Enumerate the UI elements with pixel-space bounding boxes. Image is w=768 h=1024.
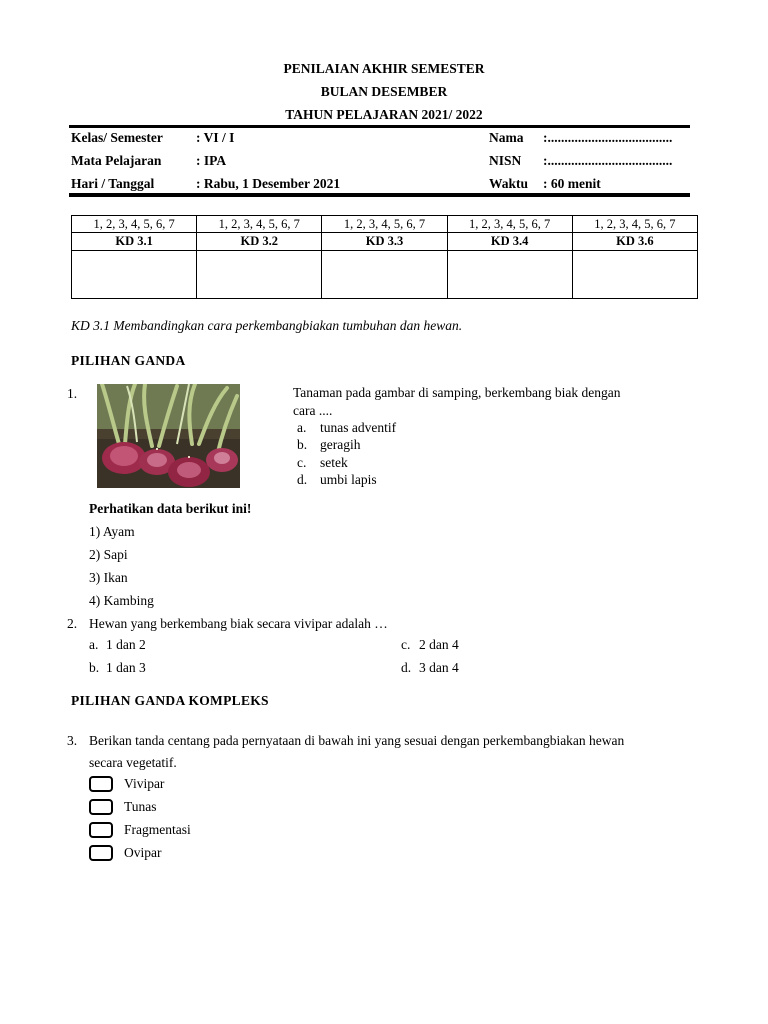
q1-option-letter: c. <box>297 455 307 470</box>
q2-option-b[interactable]: 1 dan 3 <box>106 660 146 675</box>
q2-option-letter: d. <box>401 660 412 675</box>
nama-label: Nama <box>489 130 524 145</box>
kd-numbers-cell: 1, 2, 3, 4, 5, 6, 7 <box>572 216 697 233</box>
q3-question-line2: secara vegetatif. <box>89 755 177 770</box>
mapel-value: : IPA <box>196 153 227 168</box>
q1-option-letter: a. <box>297 420 307 435</box>
header-rule-top <box>69 125 690 128</box>
section-pilihan-ganda-kompleks-title: PILIHAN GANDA KOMPLEKS <box>71 693 269 708</box>
q1-option-letter: d. <box>297 472 308 487</box>
q3-question-line1: Berikan tanda centang pada pernyataan di bawah ini yang sesuai dengan perkembangbiakan hewan <box>89 733 625 748</box>
kd-score-cell[interactable] <box>572 251 697 299</box>
q2-option-letter: c. <box>401 637 411 652</box>
q1-option-a[interactable]: tunas adventif <box>320 420 397 435</box>
kelas-label: Kelas/ Semester <box>71 130 163 145</box>
q2-number: 2. <box>67 616 78 631</box>
q3-number: 3. <box>67 733 78 748</box>
q2-question: Hewan yang berkembang biak secara vivipar adalah … <box>89 616 388 631</box>
kd-header-cell: KD 3.2 <box>197 233 322 251</box>
kd-score-cell[interactable] <box>197 251 322 299</box>
onion-plant-image <box>97 384 240 488</box>
hari-label: Hari / Tanggal <box>71 176 155 191</box>
kd-header-cell: KD 3.3 <box>322 233 447 251</box>
kd-numbers-cell: 1, 2, 3, 4, 5, 6, 7 <box>197 216 322 233</box>
q3-option-fragmentasi: Fragmentasi <box>124 822 191 837</box>
q2-option-a[interactable]: 1 dan 2 <box>106 637 146 652</box>
data-item: 1) Ayam <box>89 524 135 539</box>
exam-year: TAHUN PELAJARAN 2021/ 2022 <box>285 107 483 122</box>
kd-score-cell[interactable] <box>72 251 197 299</box>
q3-option-vivipar: Vivipar <box>124 776 165 791</box>
nisn-label: NISN <box>489 153 522 168</box>
kd-score-cell[interactable] <box>322 251 447 299</box>
q3-option-ovipar: Ovipar <box>124 845 162 860</box>
q1-question-line2: cara .... <box>293 403 333 418</box>
kd-description: KD 3.1 Membandingkan cara perkembangbiakan tumbuhan dan hewan. <box>71 318 463 333</box>
data-block-title: Perhatikan data berikut ini! <box>89 501 252 516</box>
data-item: 4) Kambing <box>89 593 154 608</box>
hari-value: : Rabu, 1 Desember 2021 <box>196 176 341 191</box>
kd-numbers-cell: 1, 2, 3, 4, 5, 6, 7 <box>447 216 572 233</box>
q1-option-letter: b. <box>297 437 308 452</box>
q3-option-tunas: Tunas <box>124 799 157 814</box>
q1-option-d[interactable]: umbi lapis <box>320 472 377 487</box>
waktu-label: Waktu <box>489 176 529 191</box>
q1-option-c[interactable]: setek <box>320 455 348 470</box>
waktu-value: : 60 menit <box>543 176 601 191</box>
mapel-label: Mata Pelajaran <box>71 153 162 168</box>
q2-option-d[interactable]: 3 dan 4 <box>419 660 459 675</box>
nisn-field[interactable]: :..................................... <box>543 153 673 168</box>
q1-number: 1. <box>67 386 78 401</box>
kd-numbers-cell: 1, 2, 3, 4, 5, 6, 7 <box>72 216 197 233</box>
q1-option-b[interactable]: geragih <box>320 437 361 452</box>
kd-header-cell: KD 3.4 <box>447 233 572 251</box>
checkbox-vivipar[interactable] <box>89 776 113 792</box>
kd-header-cell: KD 3.1 <box>72 233 197 251</box>
kelas-value: : VI / I <box>196 130 235 145</box>
q2-option-letter: a. <box>89 637 99 652</box>
q2-option-c[interactable]: 2 dan 4 <box>419 637 459 652</box>
data-item: 3) Ikan <box>89 570 128 585</box>
nama-field[interactable]: :..................................... <box>543 130 673 145</box>
checkbox-ovipar[interactable] <box>89 845 113 861</box>
kd-header-cell: KD 3.6 <box>572 233 697 251</box>
data-item: 2) Sapi <box>89 547 128 562</box>
exam-month: BULAN DESEMBER <box>320 84 448 99</box>
kd-score-cell[interactable] <box>447 251 572 299</box>
q2-option-letter: b. <box>89 660 100 675</box>
exam-title: PENILAIAN AKHIR SEMESTER <box>283 61 485 76</box>
checkbox-tunas[interactable] <box>89 799 113 815</box>
kd-numbers-cell: 1, 2, 3, 4, 5, 6, 7 <box>322 216 447 233</box>
section-pilihan-ganda-title: PILIHAN GANDA <box>71 353 186 368</box>
checkbox-fragmentasi[interactable] <box>89 822 113 838</box>
kd-score-table <box>71 215 698 299</box>
header-rule-bottom <box>69 193 690 197</box>
q1-question-line1: Tanaman pada gambar di samping, berkembang biak dengan <box>293 385 621 400</box>
